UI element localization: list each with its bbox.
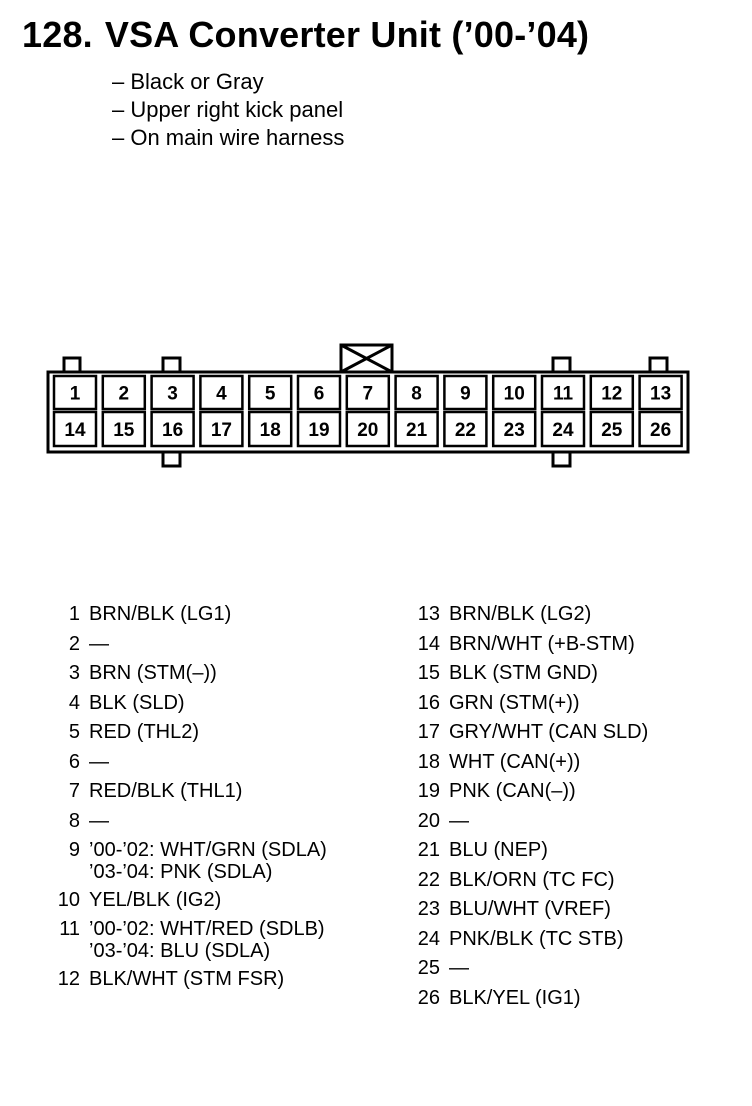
pin-entry (40, 689, 400, 719)
note-location: – Upper right kick panel (112, 97, 344, 122)
pin-cavity-label: 11 (552, 383, 574, 405)
pin-description: RED/BLK (THL1) (89, 780, 243, 803)
locking-tab (553, 452, 570, 466)
pin-number: 21 (417, 839, 440, 862)
pin-description: BLK (SLD) (89, 691, 185, 714)
pin-description: BRN/BLK (LG1) (89, 603, 232, 626)
pin-entry (40, 807, 400, 837)
pin-entry (40, 748, 400, 778)
pin-cavity-label: 14 (64, 420, 86, 441)
pin-cavity-label: 10 (503, 383, 525, 405)
pin-entry (400, 600, 740, 630)
pin-number: 15 (417, 662, 440, 685)
pin-description: GRN (STM(+)) (449, 691, 580, 714)
pin-entry (400, 659, 740, 689)
pin-cavity-label: 22 (454, 420, 476, 441)
pin-entry (40, 886, 400, 916)
pin-description: BRN (STM(–)) (89, 662, 217, 685)
pin-cavity-label: 19 (308, 420, 330, 441)
pin-description: BLK/WHT (STM FSR) (89, 967, 285, 990)
pin-cavity-label: 7 (362, 383, 374, 405)
pin-entry (40, 659, 400, 689)
pin-description: BLU/WHT (VREF) (449, 898, 611, 921)
pin-entry (400, 954, 740, 984)
section-title: VSA Converter Unit (’00-’04) (104, 14, 590, 55)
pin-number: 10 (57, 888, 80, 911)
pin-number: 9 (68, 839, 80, 862)
pin-cavity-label: 1 (69, 383, 81, 405)
pin-cavity-label: 8 (411, 383, 422, 405)
pin-description: RED (THL2) (89, 721, 200, 744)
pin-cavity-label: 23 (503, 420, 525, 441)
pin-number: 2 (68, 632, 80, 655)
pin-description: — (449, 809, 469, 832)
pin-entry (400, 630, 740, 660)
pin-number: 5 (68, 721, 80, 744)
pin-description: GRY/WHT (CAN SLD) (449, 721, 649, 744)
pin-entry (40, 718, 400, 748)
pin-list-right (400, 600, 740, 1013)
pin-entry (40, 600, 400, 630)
pin-description: WHT (CAN(+)) (449, 750, 581, 773)
pin-entry (400, 748, 740, 778)
note-color: – Black or Gray (112, 69, 264, 94)
note-harness: – On main wire harness (112, 125, 345, 150)
pin-description: — (89, 632, 109, 655)
pin-entry-continued (40, 939, 400, 965)
pin-number: 19 (417, 780, 440, 803)
pin-cavity-label: 17 (210, 420, 232, 441)
pin-cavity-label: 26 (650, 420, 672, 441)
pin-entry (40, 965, 400, 995)
pin-cavity-label: 15 (113, 420, 135, 441)
pin-cavity-label: 6 (313, 383, 325, 405)
pin-cavity-label: 5 (264, 383, 276, 405)
pin-cavity-label: 2 (118, 383, 130, 405)
pin-entry (40, 777, 400, 807)
pin-entry (40, 630, 400, 660)
pin-number: 26 (417, 986, 440, 1009)
pin-description: BLK/ORN (TC FC) (449, 868, 615, 891)
locking-tab (64, 358, 80, 372)
pin-number: 18 (417, 750, 440, 773)
locking-tab (163, 358, 180, 372)
pin-number: 3 (68, 662, 80, 685)
pin-description: ’00-’02: WHT/GRN (SDLA) (89, 839, 327, 862)
pin-cavity-label: 16 (162, 420, 184, 441)
pin-entry (400, 807, 740, 837)
pin-entry (400, 984, 740, 1014)
pin-number: 4 (68, 691, 80, 714)
pin-number: 11 (59, 918, 80, 941)
pin-number: 23 (417, 898, 440, 921)
pin-description: BRN/BLK (LG2) (449, 603, 592, 626)
locking-tab (650, 358, 667, 372)
pin-entry (400, 895, 740, 925)
pin-description: BLK/YEL (IG1) (449, 986, 581, 1009)
pin-number: 20 (417, 809, 440, 832)
pin-number: 25 (417, 957, 440, 980)
pin-list-left (40, 600, 400, 994)
pin-number: 1 (68, 603, 80, 626)
pin-entry (400, 689, 740, 719)
pin-description: — (89, 750, 109, 773)
pin-description: BLU (NEP) (449, 839, 548, 862)
pin-description: PNK/BLK (TC STB) (449, 927, 624, 950)
pin-cavity-label: 4 (216, 383, 227, 405)
pin-cavity-label: 3 (167, 383, 178, 405)
locking-tab (553, 358, 570, 372)
locking-tab (163, 452, 180, 466)
pin-entry (400, 777, 740, 807)
pin-cavity-label: 20 (357, 420, 379, 441)
pin-description: ’03-’04: BLU (SDLA) (89, 940, 271, 962)
pin-description: BRN/WHT (+B-STM) (449, 632, 635, 655)
pin-number: 13 (417, 603, 440, 626)
pin-description: ’03-’04: PNK (SDLA) (89, 861, 273, 883)
pin-description: BLK (STM GND) (449, 662, 598, 685)
pin-entry (400, 925, 740, 955)
pin-number: 22 (417, 868, 440, 891)
pin-cavity-label: 24 (552, 420, 574, 441)
pin-cavity-label: 12 (601, 383, 623, 405)
pin-number: 6 (68, 750, 80, 773)
pin-number: 16 (417, 691, 440, 714)
pin-entry (400, 718, 740, 748)
pin-description: ’00-’02: WHT/RED (SDLB) (89, 918, 325, 941)
pin-cavity-label: 13 (650, 383, 672, 405)
pin-number: 12 (57, 967, 80, 990)
pin-cavity-label: 21 (406, 420, 428, 441)
pin-number: 8 (68, 809, 80, 832)
pin-number: 24 (417, 927, 440, 950)
pin-cavity-label: 25 (601, 420, 623, 441)
pin-entry (400, 866, 740, 896)
pin-cavity-label: 18 (259, 420, 281, 441)
pin-entry (400, 836, 740, 866)
pin-description: YEL/BLK (IG2) (89, 888, 222, 911)
pin-cavity-label: 9 (460, 383, 471, 405)
pin-number: 14 (417, 632, 440, 655)
section-number: 128. (22, 14, 93, 55)
pin-number: 17 (417, 721, 440, 744)
pin-entry-continued (40, 860, 400, 886)
pin-description: — (449, 957, 469, 980)
pin-number: 7 (68, 780, 80, 803)
pin-description: PNK (CAN(–)) (449, 780, 576, 803)
pin-description: — (89, 809, 109, 832)
